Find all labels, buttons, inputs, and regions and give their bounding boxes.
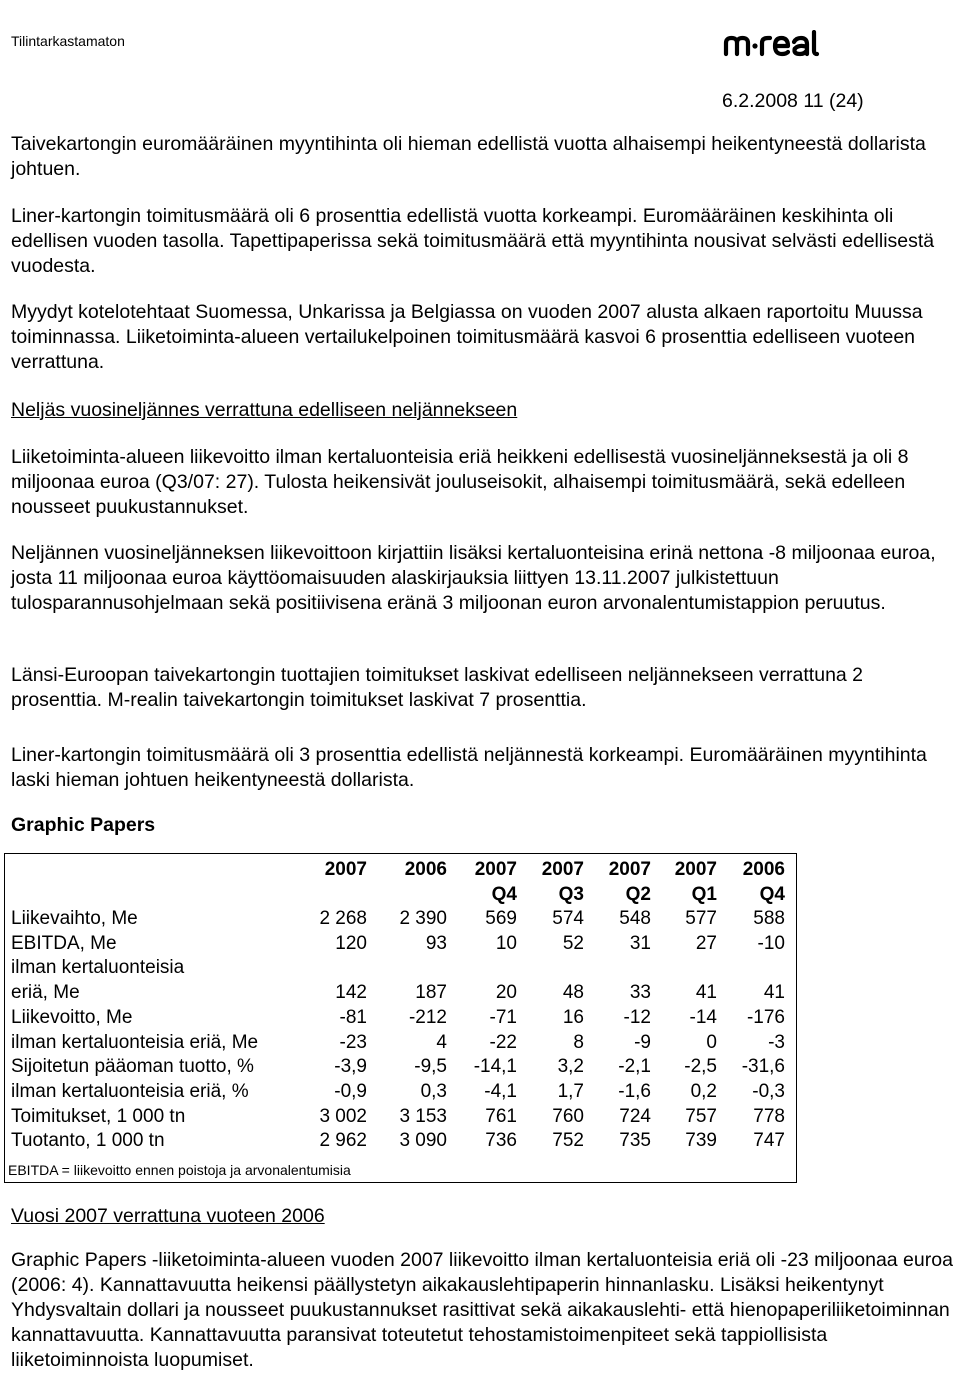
table-row-label: ilman kertaluonteisia [11,957,185,979]
table-row-label: ilman kertaluonteisia eriä, % [11,1080,249,1102]
table-cell: 16 [562,1006,584,1028]
table-cell: 588 [753,908,785,929]
table-header-cell: 2007 [608,859,651,880]
table-cell: 735 [619,1130,651,1152]
table-header-cell: Q4 [491,883,517,905]
table-cell: -10 [757,932,785,954]
table-cell: -12 [623,1006,651,1028]
table-header-cell: 2007 [674,859,717,880]
table-cell: -31,6 [741,1056,785,1078]
table-row-label: Toimitukset, 1 000 tn [11,1105,186,1127]
table-header-cell: Q3 [558,883,584,905]
paragraph-4: Liiketoiminta-alueen liikevoitto ilman kertaluonteisia eriä heikkeni edellisestä vuosineljänneksestä ja oli 8 miljoonaa euroa (Q3/07: 27). Tulosta heikensivät jouluseisokit, alhaisempi toimitusmäärä, sekä edelleen nousseet puukustannukset. [11,446,909,518]
table-header-cell: 2006 [404,859,447,880]
table-header-cell: 2007 [474,859,517,880]
table-row [11,1031,785,1056]
table-cell: 41 [695,982,717,1004]
table-cell: 48 [562,982,584,1004]
table-footnote: EBITDA = liikevoitto ennen poistoja ja arvonalentumisia [8,1162,351,1178]
table-row-label: Liikevoitto, Me [11,1006,133,1028]
table-header-blank [11,883,303,908]
paragraph-5: Neljännen vuosineljänneksen liikevoittoon kirjattiin lisäksi kertaluonteisina erinä nettona -8 miljoonaa euroa, josta 11 miljoonaa euroa käyttöomaisuuden alaskirjauksia liittyen 13.11.2007 julkistettuun tulosparannusohjelmaan sekä positiivisena eränä 3 miljoonan euron arvonalentumistappion peruutus. [11,542,936,614]
table-cell: 0,3 [420,1080,447,1102]
table-header-cell: 2007 [324,859,367,880]
table-cell: 3 090 [399,1130,447,1152]
table-cell: 778 [753,1105,785,1127]
paragraph-1: Taivekartongin euromääräinen myyntihinta oli hieman edellistä vuotta alhaisempi heikentyneestä dollarista johtuen. [11,133,926,180]
table-row-label: ilman kertaluonteisia eriä, Me [11,1031,259,1053]
table-cell [651,956,717,981]
table-cell: -2,1 [618,1056,651,1078]
table-cell: -3 [768,1031,785,1053]
table-cell: -14 [689,1006,717,1028]
table-row [11,981,785,1006]
table-cell: 739 [685,1130,717,1152]
table-row-label: EBITDA, Me [11,932,117,954]
table-cell: -1,6 [618,1080,651,1102]
table-body [11,907,785,1154]
table-header-row [11,858,785,883]
table-cell: 187 [415,982,447,1004]
table-cell: 3 153 [399,1105,447,1127]
paragraph-7: Liner-kartongin toimitusmäärä oli 3 prosenttia edellistä neljännestä korkeampi. Euromääräinen myyntihinta laski hieman johtuen heikentyneestä dollarista. [11,744,927,791]
table-row [11,1006,785,1031]
table-cell: 3 002 [319,1105,367,1127]
table-row [11,907,785,932]
table-row [11,1080,785,1105]
table-row [11,1055,785,1080]
key-figures-grid [11,858,785,1154]
table-cell: 574 [552,908,584,929]
table-cell: 93 [425,932,447,954]
table-cell: 757 [685,1105,717,1127]
table-cell: 8 [573,1031,584,1053]
table-cell: 1,7 [557,1080,584,1102]
section-heading-year: Vuosi 2007 verrattuna vuoteen 2006 [11,1205,325,1227]
table-cell: 41 [763,982,785,1004]
table-header-cell: 2007 [541,859,584,880]
document-status: Tilintarkastamaton [11,33,125,49]
table-cell: 724 [619,1105,651,1127]
table-header-cell [367,883,447,908]
table-row-label: eriä, Me [11,982,80,1004]
table-cell: 3,2 [557,1056,584,1078]
table-cell: 2 268 [319,908,367,929]
table-header-cell: Q1 [691,883,717,905]
table-row-label: Tuotanto, 1 000 tn [11,1130,165,1152]
table-cell: -9 [634,1031,651,1053]
paragraph-3: Myydyt kotelotehtaat Suomessa, Unkarissa ja Belgiassa on vuoden 2007 alusta alkaen raportoitu Muussa toiminnassa. Liiketoiminta-alueen vertailukelpoinen toimitusmäärä kasvoi 6 prosenttia edelliseen vuoteen verrattuna. [11,301,923,373]
table-cell: 31 [629,932,651,954]
table-cell: 736 [485,1130,517,1152]
table-row [11,932,785,957]
paragraph-2: Liner-kartongin toimitusmäärä oli 6 prosenttia edellistä vuotta korkeampi. Euromääräinen keskihinta oli edellisen vuoden tasolla. Tapettipaperissa sekä toimitusmäärä että myyntihinta nousivat selvästi edellisestä vuodesta. [11,205,935,277]
table-cell: 120 [335,932,367,954]
table-cell: 33 [629,982,651,1004]
table-cell: -23 [339,1031,367,1053]
table-cell: 577 [685,908,717,929]
table-cell [303,956,367,981]
table-cell: 142 [335,982,367,1004]
page-info [722,89,864,114]
key-figures-table [4,853,797,1183]
table-cell: -0,3 [752,1080,785,1102]
table-cell: 20 [495,982,517,1004]
table-cell: 752 [552,1130,584,1152]
table-cell: 0 [706,1031,717,1053]
table-cell: 2 390 [399,908,447,929]
table-cell: -176 [746,1006,785,1028]
table-cell: -14,1 [473,1056,517,1078]
table-header-cell [303,883,367,908]
table-cell: -212 [408,1006,447,1028]
table-row [11,956,785,981]
table-cell [717,956,785,981]
company-logo [722,30,840,65]
section-heading-q4: Neljäs vuosineljännes verrattuna edelliseen neljännekseen [11,399,518,421]
table-cell [367,956,447,981]
table-header-row [11,883,785,908]
table-header-blank [11,858,303,883]
table-cell: 2 962 [319,1130,367,1152]
table-cell [517,956,584,981]
table-row [11,1105,785,1130]
table-row [11,1129,785,1154]
table-header-cell: Q4 [759,883,785,905]
table-cell: -3,9 [334,1056,367,1078]
table-cell: 10 [495,932,517,954]
table-cell [584,956,651,981]
table-cell: 27 [695,932,717,954]
table-cell: 569 [485,908,517,929]
table-cell: -0,9 [334,1080,367,1102]
table-cell: -4,1 [484,1080,517,1102]
table-cell: -9,5 [414,1056,447,1078]
table-cell: -22 [489,1031,517,1053]
paragraph-6: Länsi-Euroopan taivekartongin tuottajien toimitukset laskivat edelliseen neljännekseen verrattuna 2 prosenttia. M-realin taivekartongin toimitukset laskivat 7 prosenttia. [11,664,864,711]
table-cell: -2,5 [684,1056,717,1078]
table-cell [447,956,517,981]
table-row-label: Sijoitetun pääoman tuotto, % [11,1056,254,1078]
table-cell: 0,2 [690,1080,717,1102]
table-cell: -71 [489,1006,517,1028]
table-cell: 761 [485,1105,517,1127]
table-cell: 52 [562,932,584,954]
section-heading-graphic-papers: Graphic Papers [11,814,156,836]
table-cell: 4 [436,1031,447,1053]
table-cell: 747 [753,1130,785,1152]
paragraph-8: Graphic Papers -liiketoiminta-alueen vuoden 2007 liikevoitto ilman kertaluonteisia eriä oli -23 miljoonaa euroa (2006: 4). Kannattavuutta heikensi päällystetyn aikakauslehtipaperin hinnanlasku. Lisäksi heikentynyt Yhdysvaltain dollari ja nousseet puukustannukset rasittivat sekä aikakauslehti- että hienopaperiliiketoiminnan kannattavuutta. Kannattavuutta paransivat toteutetut tehostamistoimenpiteet sekä tappiollisista liiketoiminnoista luopumiset. [11,1249,953,1371]
document-date: 6.2.2008 [722,90,798,112]
m-real-logo-icon [722,30,840,58]
table-header-cell: Q2 [625,883,651,905]
table-cell: 760 [552,1105,584,1127]
table-cell: 548 [619,908,651,929]
table-row-label: Liikevaihto, Me [11,908,138,929]
page-number: 11 (24) [803,90,864,112]
table-cell: -81 [339,1006,367,1028]
table-header-cell: 2006 [742,859,785,880]
